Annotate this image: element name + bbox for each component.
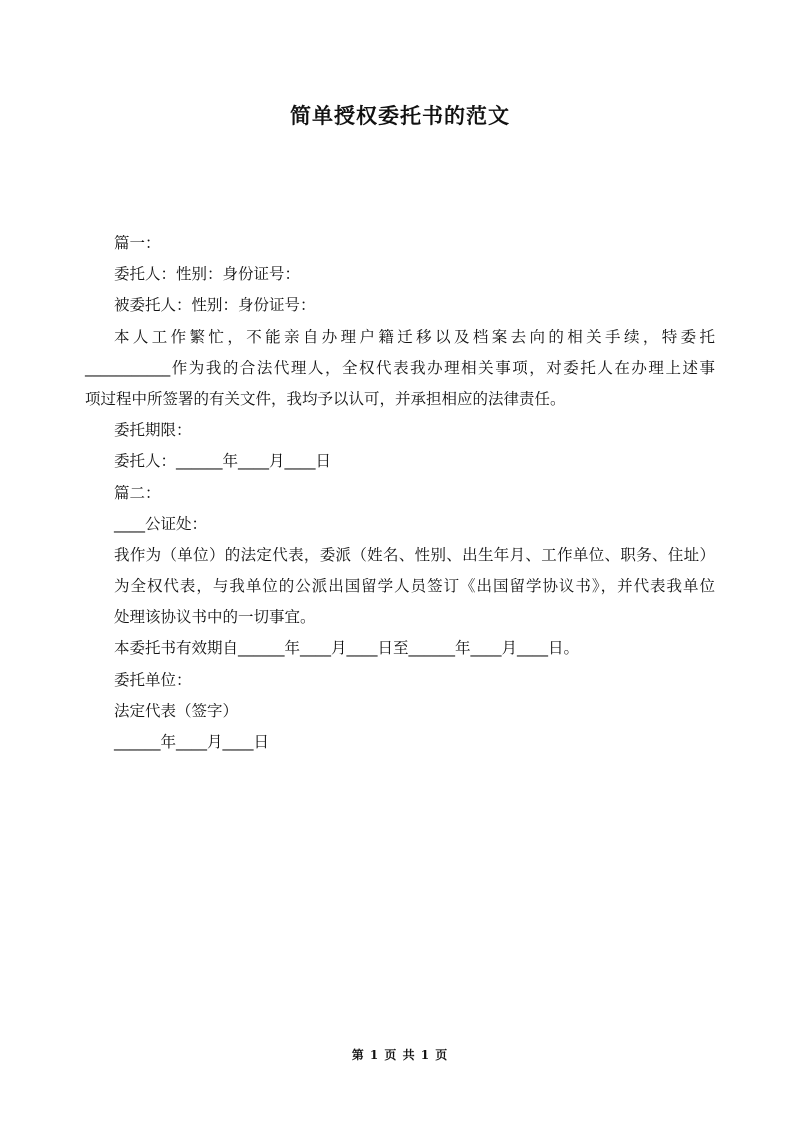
validity-period-line: 本委托书有效期自______年____月____日至______年____月____日。 <box>114 639 580 658</box>
legal-representative-line: 法定代表（签字） <box>114 701 239 720</box>
section-heading-2: 篇二： <box>114 483 161 502</box>
principal-date-line: 委托人：______年____月____日 <box>114 452 332 471</box>
paragraph-line: 我作为（单位）的法定代表，委派（姓名、性别、出生年月、工作单位、职务、住址） <box>114 545 715 564</box>
section-heading-1: 篇一： <box>114 234 161 252</box>
entrusting-unit-line: 委托单位： <box>114 670 192 689</box>
principal-line: 委托人：性别：身份证号： <box>114 265 301 284</box>
notary-office-line: ____公证处： <box>114 514 208 533</box>
paragraph-line: ___________作为我的合法代理人，全权代表我办理相关事项，对委托人在办理上述事 <box>85 358 715 377</box>
document-body <box>85 228 715 758</box>
agent-line: 被委托人：性别：身份证号： <box>114 296 316 315</box>
document-title: 简单授权委托书的范文 <box>290 104 510 128</box>
page-number: 第 1 页 共 1 页 <box>351 1048 449 1062</box>
paragraph-line: 项过程中所签署的有关文件，我均予以认可，并承担相应的法律责任。 <box>85 389 566 408</box>
paragraph-line: 本人工作繁忙，不能亲自办理户籍迁移以及档案去向的相关手续，特委托 <box>114 327 715 346</box>
term-line: 委托期限： <box>114 421 192 440</box>
paragraph-line: 为全权代表，与我单位的公派出国留学人员签订《出国留学协议书》，并代表我单位 <box>114 577 715 596</box>
paragraph-line: 处理该协议书中的一切事宜。 <box>114 608 316 627</box>
signature-date-line: ______年____月____日 <box>114 733 270 751</box>
